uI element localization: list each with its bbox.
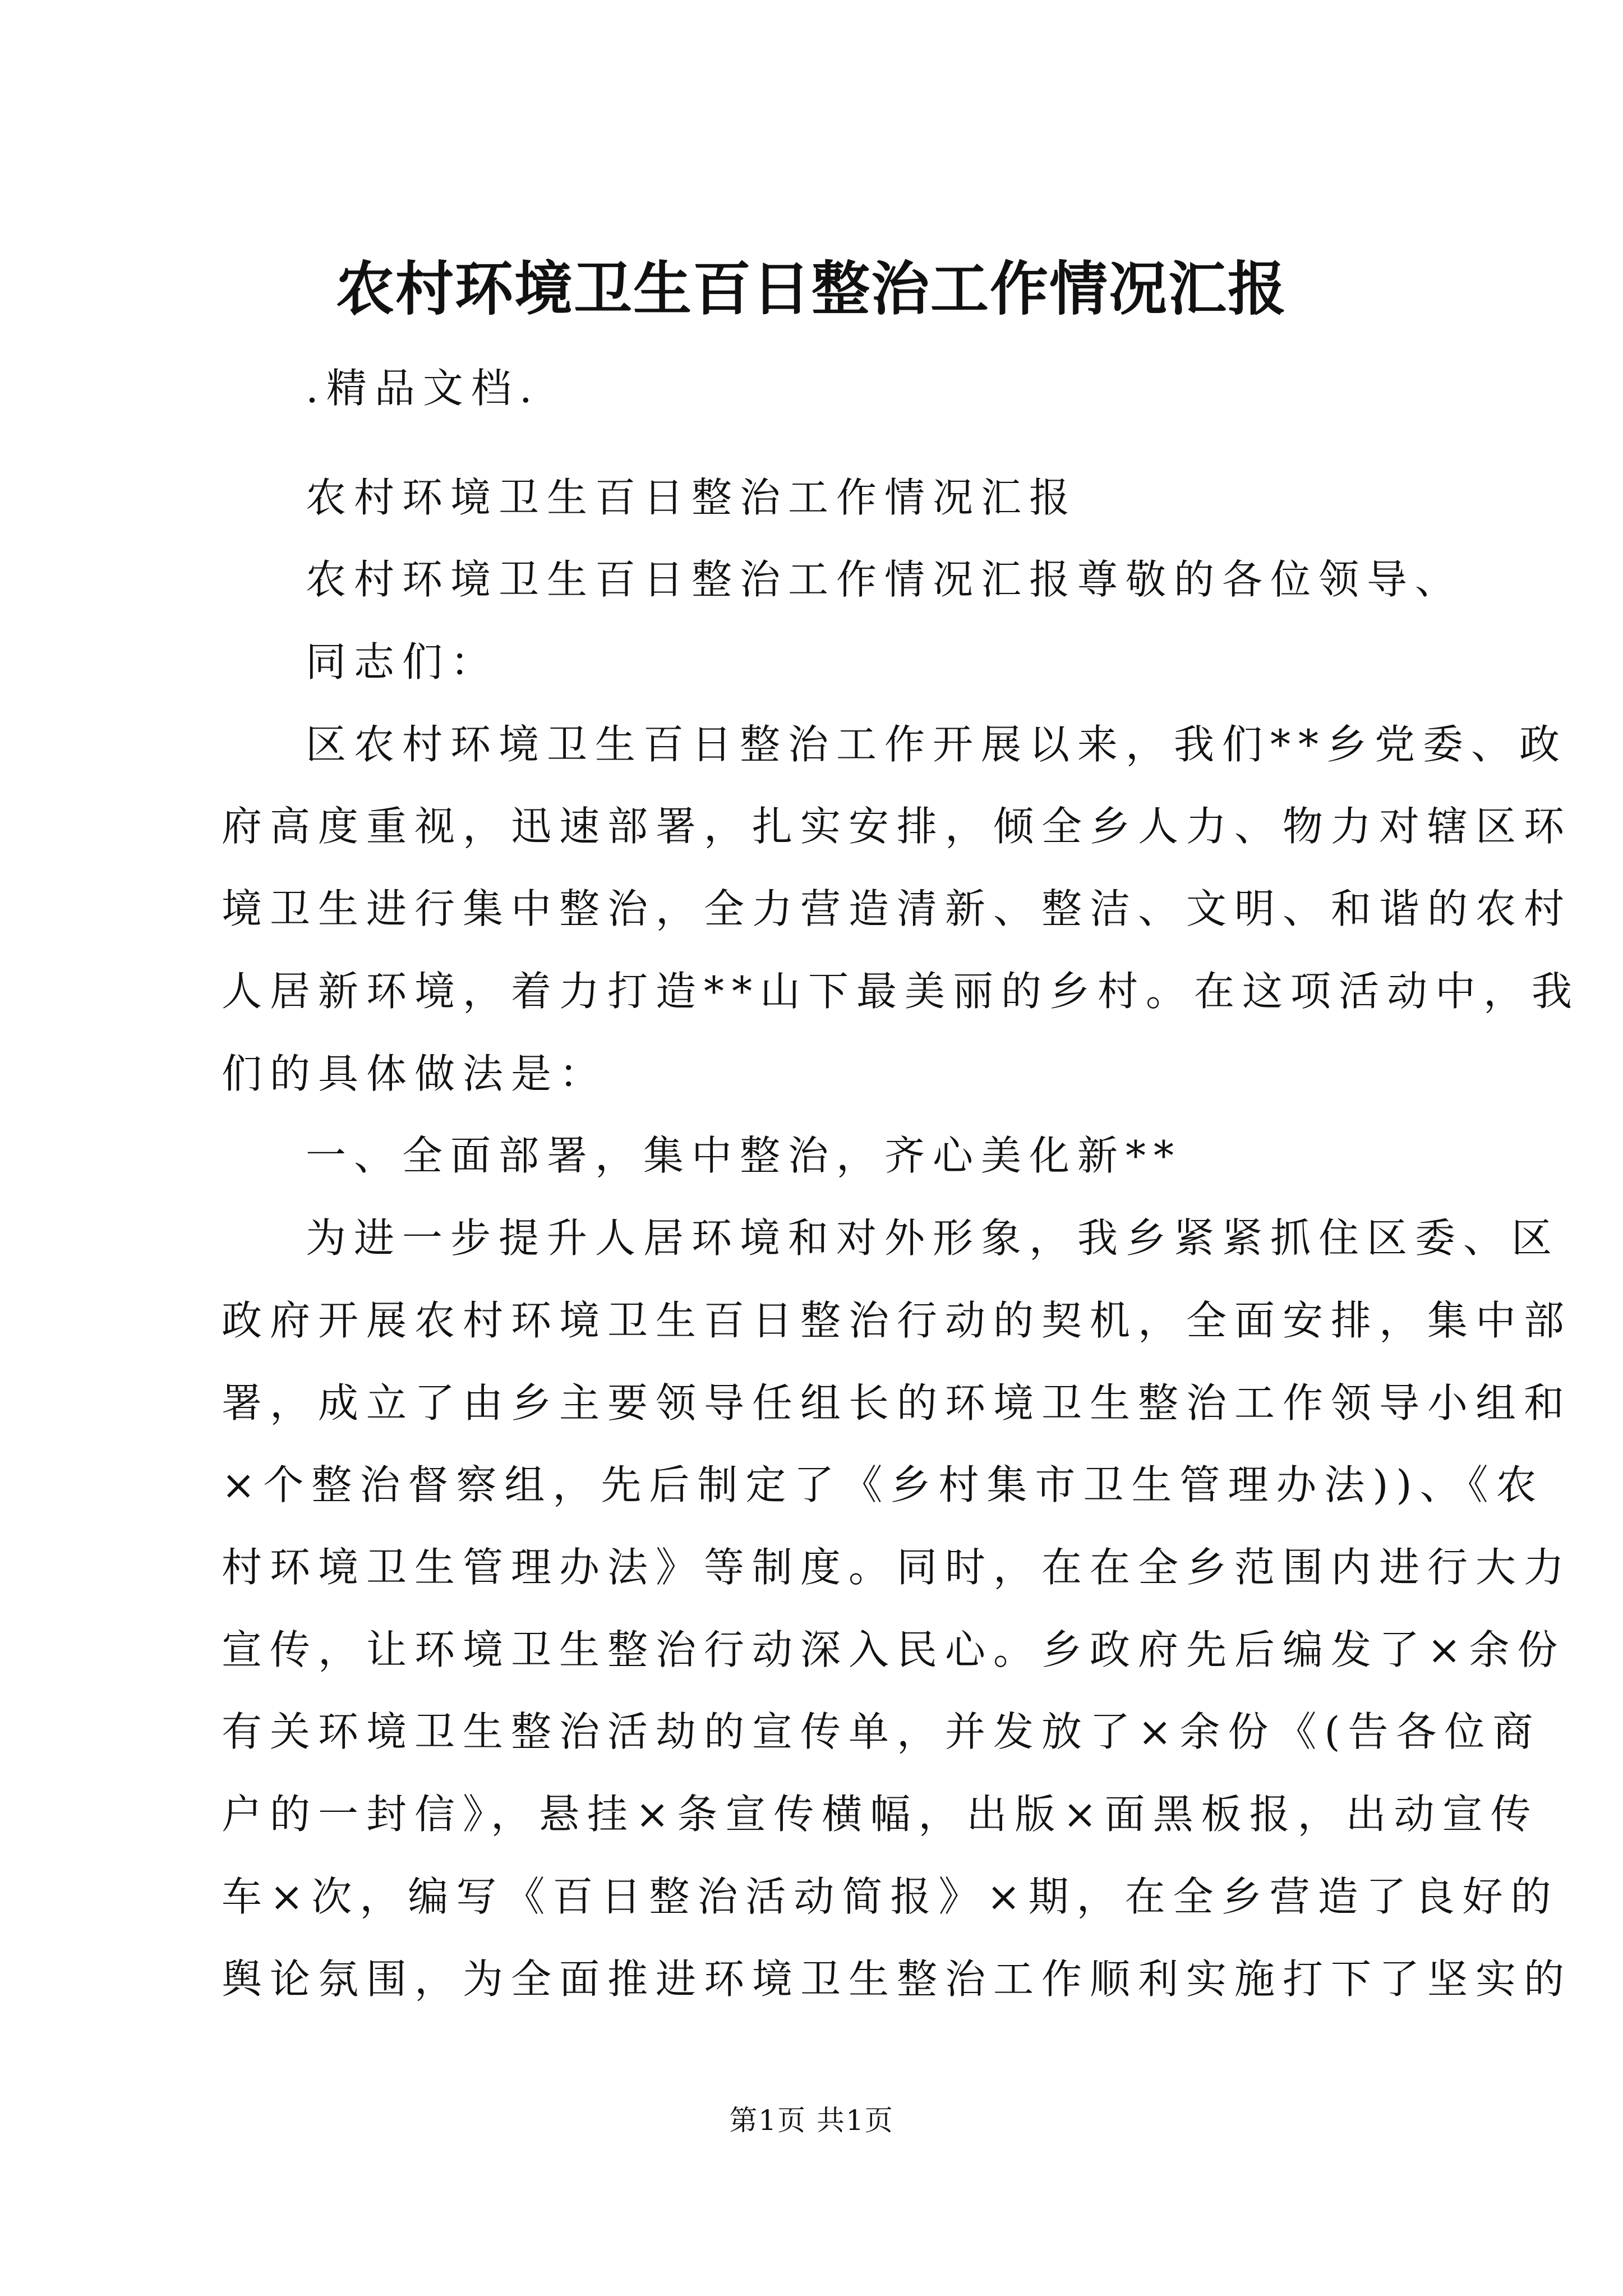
paragraph-line: ×个整治督察组，先后制定了《乡村集市卫生管理办法))、《农 [222,1461,1544,1508]
paragraph-line: 府高度重视，迅速部署，扎实安排，倾全乡人力、物力对辖区环 [222,803,1573,850]
paragraph-line: 户的一封信》，悬挂×条宣传横幅，出版×面黑板报，出动宣传 [222,1791,1539,1838]
page-footer: 第1页 共1页 [729,2104,894,2137]
salutation-line-2: 同志们： [306,638,499,685]
paragraph-line: 车×次，编写《百日整治活动简报》×期，在全乡营造了良好的 [222,1873,1559,1920]
paragraph-line: 有关环境卫生整治活劫的宣传单，并发放了×余份《(告各位商 [222,1708,1541,1755]
paragraph-line: 舆论氛围，为全面推进环境卫生整治工作顺利实施打下了坚实的 [222,1955,1573,2003]
paragraph-line: 政府开展农村环境卫生百日整治行动的契机，全面安排，集中部 [222,1297,1573,1344]
paragraph-line: 们的具体做法是： [222,1050,608,1097]
paragraph-line: 为进一步提升人居环境和对外形象，我乡紧紧抓住区委、区 [306,1214,1560,1262]
paragraph-line: 宣传，让环境卫生整治行动深入民心。乡政府先后编发了×余份 [222,1626,1566,1673]
salutation-line: 农村环境卫生百日整治工作情况汇报尊敬的各位领导、 [306,556,1464,603]
subtitle-line: 农村环境卫生百日整治工作情况汇报 [306,474,1078,521]
section-heading: 一、全面部署，集中整治，齐心美化新** [306,1132,1182,1179]
paragraph-line: 村环境卫生管理办法》等制度。同时，在在全乡范围内进行大力 [222,1544,1573,1591]
header-watermark-line: .精品文档. [306,365,540,412]
paragraph-line: 区农村环境卫生百日整治工作开展以来，我们**乡党委、政 [306,721,1568,768]
document-title: 农村环境卫生百日整治工作情况汇报 [335,254,1287,323]
paragraph-line: 人居新环境，着力打造**山下最美丽的乡村。在这项活动中，我 [222,968,1580,1015]
paragraph-line: 境卫生进行集中整治，全力营造清新、整洁、文明、和谐的农村 [222,885,1573,932]
paragraph-line: 署，成立了由乡主要领导任组长的环境卫生整治工作领导小组和 [222,1379,1573,1427]
